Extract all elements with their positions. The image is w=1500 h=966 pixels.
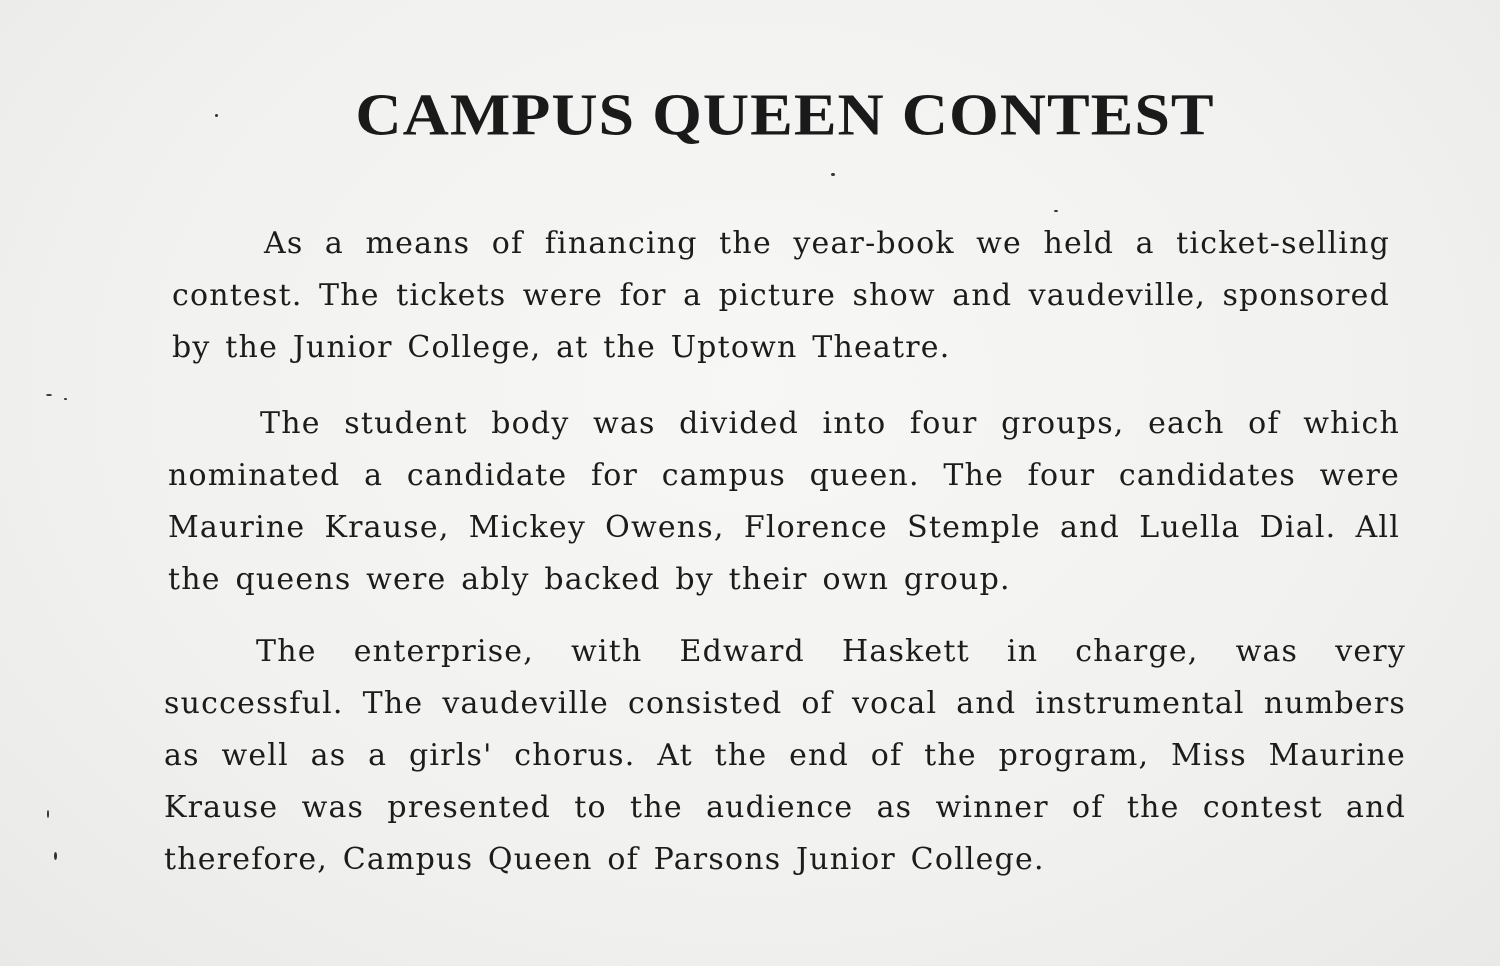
- scan-speck: [46, 394, 52, 396]
- scan-speck: [64, 398, 67, 400]
- paragraph-financing: As a means of financing the year-book we held a ticket-selling contest. The tickets were for a picture show and vaudeville, sponsored by the Junior College, at the Uptown Theatre.: [172, 226, 1390, 365]
- scan-speck: [47, 810, 49, 818]
- paragraph-result: The enterprise, with Edward Haskett in charge, was very successful. The vaudeville consisted of vocal and instrumental numbers as well as a girls' chorus. At the end of the program, Miss Maurine Krause was presented to the audience as winner of the contest and therefore, Campus Queen of Parsons Junior College.: [164, 634, 1406, 877]
- scan-speck: [831, 173, 835, 176]
- scan-speck: [1054, 210, 1058, 212]
- scan-speck: [54, 852, 57, 860]
- paragraph-candidates: The student body was divided into four groups, each of which nominated a candidate for campus queen. The four candidates were Maurine Krause, Mickey Owens, Florence Stemple and Luella Dial. All the queens were ably backed by their own group.: [168, 406, 1400, 597]
- page-title: CAMPUS QUEEN CONTEST: [355, 81, 1215, 148]
- scan-speck: [215, 114, 218, 117]
